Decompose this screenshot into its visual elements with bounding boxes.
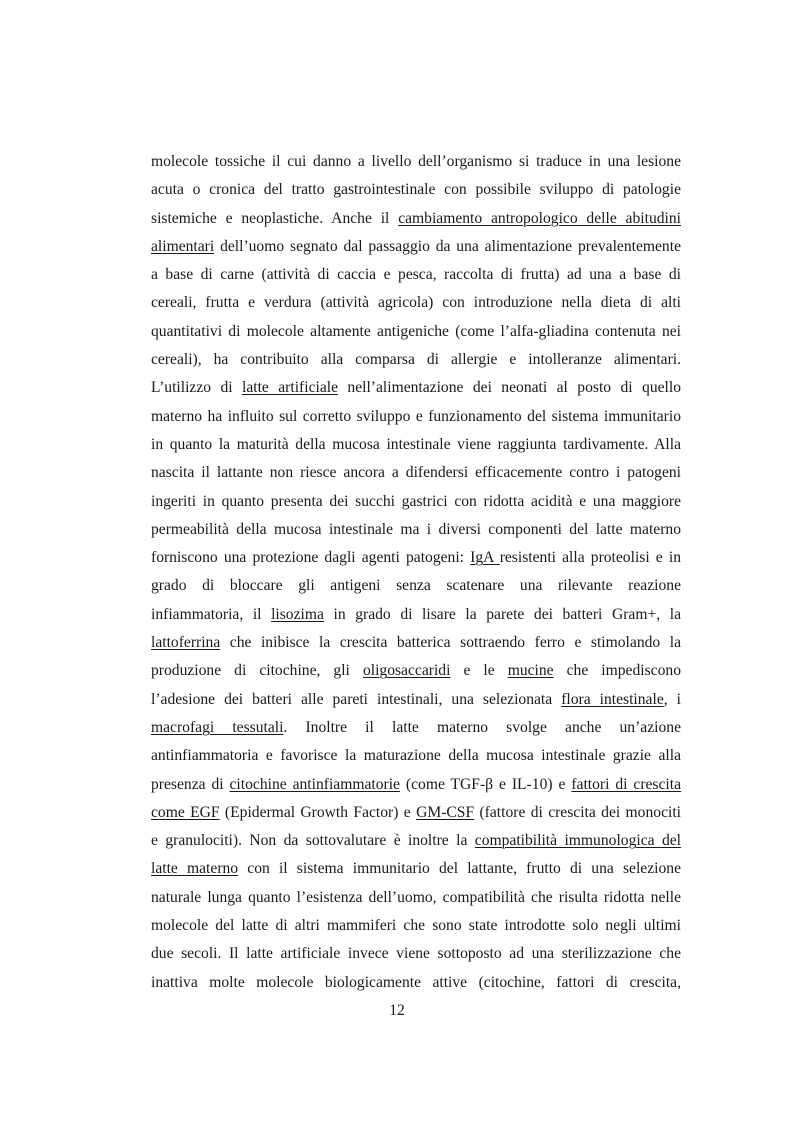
underlined-term: flora intestinale: [561, 690, 664, 708]
text-segment: due secoli. Il latte artificiale invece viene sottoposto ad una sterilizzazione che: [151, 945, 681, 963]
text-segment: ingeriti in quanto presenta dei succhi gastrici con ridotta acidità e una maggiore: [151, 492, 681, 510]
text-segment: antinfiammatoria e favorisce la maturazione della mucosa intestinale grazie alla: [151, 747, 681, 765]
text-line: [151, 488, 681, 516]
text-segment: dell’uomo segnato dal passaggio da una alimentazione prevalentemente: [214, 237, 681, 255]
underlined-term: latte artificiale: [242, 379, 338, 397]
underlined-term: lisozima: [271, 605, 324, 623]
text-segment: L’utilizzo di: [151, 379, 243, 397]
text-segment: presenza di: [151, 775, 230, 793]
text-line: [151, 459, 681, 487]
underlined-term: cambiamento antropologico delle abitudini: [398, 209, 681, 227]
text-line: [151, 403, 681, 431]
text-segment: cereali, frutta e verdura (attività agricola) con introduzione nella dieta di alti: [151, 294, 681, 312]
text-line: [151, 884, 681, 912]
underlined-term: latte materno: [151, 860, 239, 878]
text-line: [151, 431, 681, 459]
underlined-term: oligosaccaridi: [362, 662, 451, 680]
text-line: [151, 233, 681, 261]
text-segment: forniscono una protezione dagli agenti patogeni:: [151, 549, 471, 567]
text-segment: inattiva molte molecole biologicamente attive (citochine, fattori di crescita,: [151, 973, 681, 991]
text-segment: produzione di citochine, gli: [151, 662, 363, 680]
text-segment: materno ha influito sul corretto sviluppo e funzionamento del sistema immunitario: [151, 407, 681, 425]
text-segment: sistemiche e neoplastiche. Anche il: [151, 209, 399, 227]
underlined-term: mucine: [507, 662, 554, 680]
text-segment: a base di carne (attività di caccia e pesca, raccolta di frutta) ad una a base di: [151, 266, 681, 284]
text-segment: resistenti alla proteolisi e in: [499, 549, 681, 567]
underlined-term: lattoferrina: [151, 634, 221, 652]
text-line: [151, 374, 681, 402]
text-segment: che impediscono: [553, 662, 681, 680]
text-line: [151, 657, 681, 685]
text-segment: quantitativi di molecole altamente antigeniche (come l’alfa-gliadina contenuta nei: [151, 322, 681, 340]
text-line: [151, 176, 681, 204]
text-segment: in grado di lisare la parete dei batteri Gram+, la: [323, 605, 681, 623]
text-segment: nascita il lattante non riesce ancora a difendersi efficacemente contro i patogeni: [151, 464, 681, 482]
text-segment: , i: [663, 690, 681, 708]
text-segment: permeabilità della mucosa intestinale ma i diversi componenti del latte materno: [151, 520, 681, 538]
text-segment: (Epidermal Growth Factor) e: [219, 803, 417, 821]
text-line: [151, 261, 681, 289]
text-line: [151, 969, 681, 997]
text-segment: con il sistema immunitario del lattante, frutto di una selezione: [238, 860, 681, 878]
text-line: [151, 714, 681, 742]
underlined-term: come EGF: [151, 803, 220, 821]
text-segment: l’adesione dei batteri alle pareti intestinali, una selezionata: [151, 690, 562, 708]
text-segment: (come TGF-β e IL-10) e: [399, 775, 572, 793]
text-segment: naturale lunga quanto l’esistenza dell’uomo, compatibilità che risulta ridotta nelle: [151, 888, 681, 906]
text-line: [151, 771, 681, 799]
text-segment: grado di bloccare gli antigeni senza scatenare una rilevante reazione: [151, 577, 681, 595]
text-line: [151, 544, 681, 572]
text-segment: . Inoltre il latte materno svolge anche un’azione: [283, 718, 681, 736]
page-number: 12: [389, 1002, 405, 1019]
text-segment: e le: [450, 662, 508, 680]
text-line: [151, 742, 681, 770]
text-segment: che inibisce la crescita batterica sottraendo ferro e stimolando la: [220, 634, 681, 652]
text-line: [151, 940, 681, 968]
text-line: [151, 516, 681, 544]
text-segment: in quanto la maturità della mucosa intestinale viene raggiunta tardivamente. Alla: [151, 435, 681, 453]
text-segment: molecole tossiche il cui danno a livello dell’organismo si traduce in una lesione: [151, 153, 681, 170]
text-line: [151, 799, 681, 827]
underlined-term: GM-CSF: [416, 803, 475, 821]
text-line: [151, 346, 681, 374]
text-segment: cereali), ha contribuito alla comparsa di allergie e intolleranze alimentari.: [151, 351, 681, 369]
text-segment: e granulociti). Non da sottovalutare è inoltre la: [151, 832, 475, 850]
text-segment: acuta o cronica del tratto gastrointestinale con possibile sviluppo di patologie: [151, 181, 681, 199]
text-line: [151, 601, 681, 629]
underlined-term: macrofagi tessutali: [151, 718, 284, 736]
text-segment: molecole del latte di altri mammiferi che sono state introdotte solo negli ultimi: [151, 917, 681, 935]
underlined-term: fattori di crescita: [571, 775, 682, 793]
text-line: [151, 572, 681, 600]
text-line: [151, 205, 681, 233]
text-line: [151, 148, 681, 176]
text-line: [151, 629, 681, 657]
underlined-term: citochine antinfiammatorie: [229, 775, 400, 793]
text-line: [151, 827, 681, 855]
text-line: [151, 289, 681, 317]
text-line: [151, 855, 681, 883]
text-line: [151, 912, 681, 940]
body-text: [151, 148, 681, 997]
text-segment: infiammatoria, il: [151, 605, 272, 623]
underlined-term: IgA: [470, 549, 500, 567]
text-line: [151, 318, 681, 346]
text-segment: (fattore di crescita dei monociti: [474, 803, 681, 821]
text-line: [151, 686, 681, 714]
underlined-term: compatibilità immunologica del: [474, 832, 681, 850]
text-segment: nell’alimentazione dei neonati al posto di quello: [338, 379, 681, 397]
underlined-term: alimentari: [151, 237, 215, 255]
